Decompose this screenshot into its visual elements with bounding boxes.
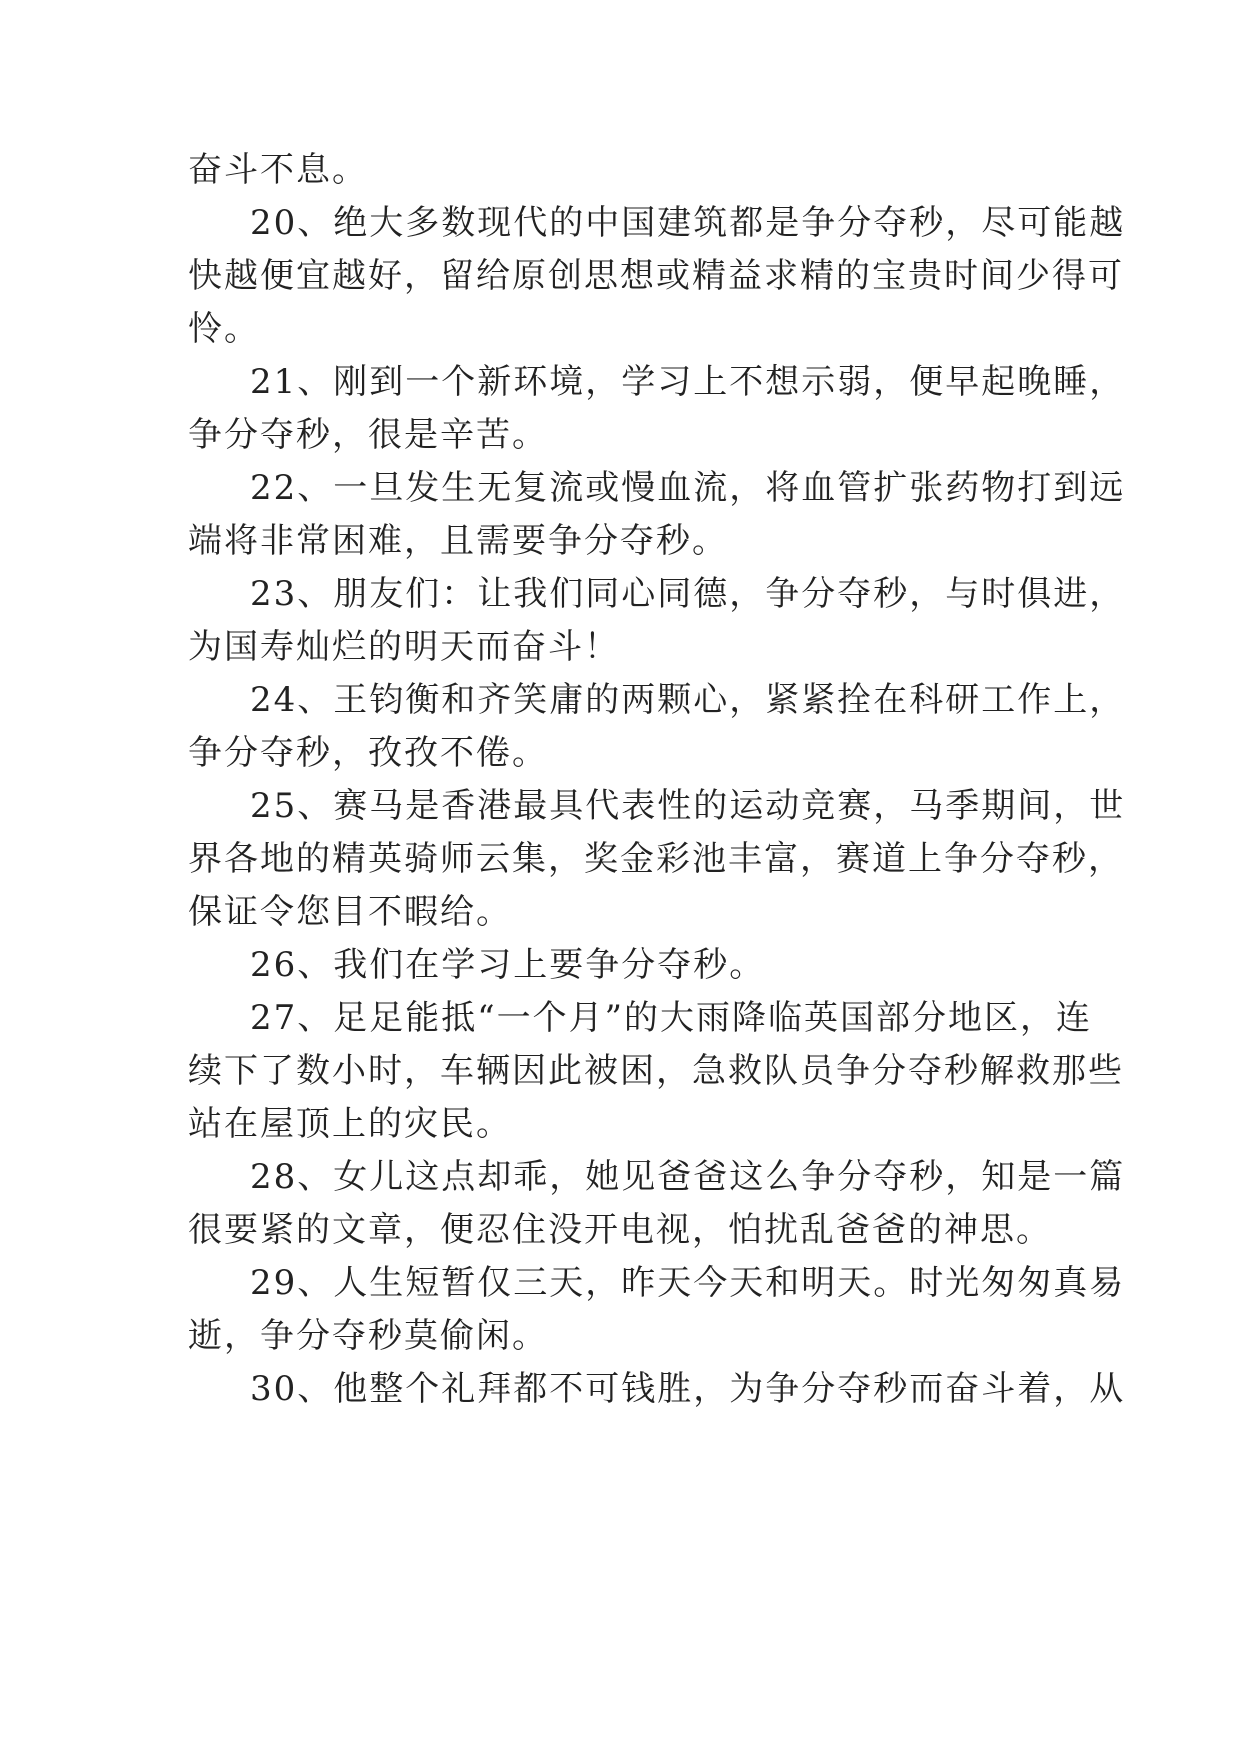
text-line: 奋斗不息。 <box>188 150 368 190</box>
text-line: 争分夺秒，很是辛苦。 <box>188 415 548 455</box>
text-line: 25、赛马是香港最具代表性的运动竞赛，马季期间，世 <box>250 786 1126 826</box>
text-line: 为国寿灿烂的明天而奋斗！ <box>188 627 620 667</box>
text-line: 很要紧的文章，便忍住没开电视，怕扰乱爸爸的神思。 <box>188 1210 1052 1250</box>
text-line: 争分夺秒，孜孜不倦。 <box>188 733 548 773</box>
text-line: 21、刚到一个新环境，学习上不想示弱，便早起晚睡， <box>250 362 1126 402</box>
text-line: 30、他整个礼拜都不可钱胜，为争分夺秒而奋斗着，从 <box>250 1369 1126 1409</box>
text-line: 28、女儿这点却乖，她见爸爸这么争分夺秒，知是一篇 <box>250 1157 1126 1197</box>
text-line: 22、一旦发生无复流或慢血流，将血管扩张药物打到远 <box>250 468 1126 508</box>
text-line: 20、绝大多数现代的中国建筑都是争分夺秒，尽可能越 <box>250 203 1126 243</box>
text-line: 保证令您目不暇给。 <box>188 892 512 932</box>
text-line: 站在屋顶上的灾民。 <box>188 1104 512 1144</box>
text-line: 逝，争分夺秒莫偷闲。 <box>188 1316 548 1356</box>
text-line: 23、朋友们：让我们同心同德，争分夺秒，与时俱进， <box>250 574 1126 614</box>
text-line: 怜。 <box>188 309 260 349</box>
text-line: 界各地的精英骑师云集，奖金彩池丰富，赛道上争分夺秒， <box>188 839 1124 879</box>
text-line: 24、王钧衡和齐笑庸的两颗心，紧紧拴在科研工作上， <box>250 680 1126 720</box>
text-line: 29、人生短暂仅三天，昨天今天和明天。时光匆匆真易 <box>250 1263 1126 1303</box>
text-line: 快越便宜越好，留给原创思想或精益求精的宝贵时间少得可 <box>188 256 1124 296</box>
text-line: 续下了数小时，车辆因此被困，急救队员争分夺秒解救那些 <box>188 1051 1124 1091</box>
text-line: 端将非常困难，且需要争分夺秒。 <box>188 521 728 561</box>
text-line: 26、我们在学习上要争分夺秒。 <box>250 945 766 985</box>
text-line: 27、足足能抵“一个月”的大雨降临英国部分地区，连 <box>250 998 1093 1038</box>
